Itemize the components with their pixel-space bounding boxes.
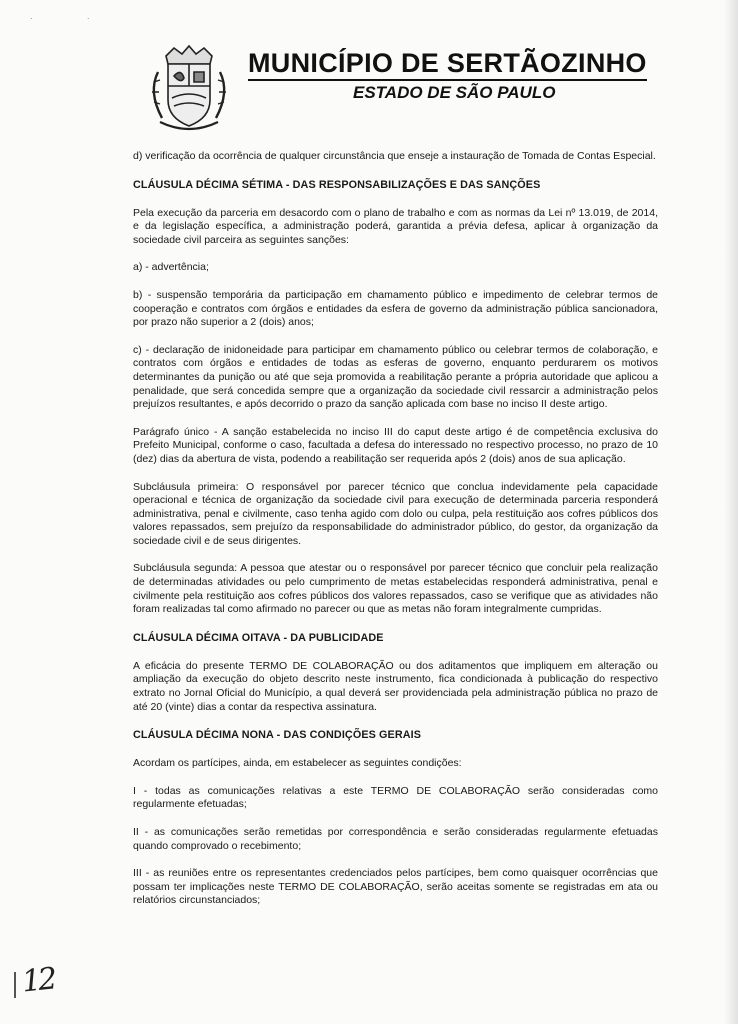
clause-19-heading: CLÁUSULA DÉCIMA NONA - DAS CONDIÇÕES GERAIS (133, 729, 422, 742)
handwritten-page-number: 12 (20, 961, 56, 1000)
clause-19-item-iii: III - as reuniões entre os representantes credenciados pelos partícipes, bem como quaisquer ocorrências que possam ter implicações neste TERMO DE COLABORAÇÃO, serão aceitas somente se registradas em ata ou relatórios circunstanciados; (133, 867, 658, 907)
municipal-coat-of-arms-icon (144, 42, 234, 136)
municipality-title: MUNICÍPIO DE SERTÃOZINHO (248, 48, 647, 81)
scan-specks: · · (30, 14, 116, 23)
clause-item-d: d) verificação da ocorrência de qualquer circunstância que enseje a instauração de Tomada de Contas Especial. (133, 150, 656, 162)
clause-18-text: A eficácia do presente TERMO DE COLABORAÇÃO ou dos aditamentos que impliquem em alteração ou ampliação da execução do objeto descrito neste instrumento, fica condicionada à publicação do respectivo extrato no Jornal Oficial do Município, a qual deverá ser providenciada pela administração pública no prazo de até 20 (vinte) dias a contar da respectiva assinatura. (133, 659, 658, 713)
clause-17-intro: Pela execução da parceria em desacordo com o plano de trabalho e com as normas da Lei nº 13.019, de 2014, e da legislação específica, a administração poderá, garantida a prévia defesa, aplicar à organização da sociedade civil parceira as seguintes sanções: (133, 206, 658, 246)
clause-17-heading: CLÁUSULA DÉCIMA SÉTIMA - DAS RESPONSABILIZAÇÕES E DAS SANÇÕES (133, 178, 541, 191)
clause-17-subclause-1: Subcláusula primeira: O responsável por parecer técnico que conclua indevidamente pela capacidade operacional e técnica de organização da sociedade civil para execução de determinada parceria responderá administrativa, penal e civilmente, caso tenha agido com dolo ou culpa, pela restituição aos cofres públicos dos valores repassados, sem prejuízo da responsabilidade do administrador público, do gestor, da organização da sociedade civil e de seus dirigentes. (133, 480, 658, 547)
clause-17-item-c: c) - declaração de inidoneidade para participar em chamamento público ou celebrar termos de colaboração, e contratos com órgãos e entidades de todas as esferas de governo, enquanto perdurarem os motivos determinantes da punição ou até que seja promovida a reabilitação perante a própria autoridade que aplicou a penalidade, que será concedida sempre que a organização da sociedade civil ressarcir a administração pelos prejuízos resultantes, e após decorrido o prazo da sanção aplicada com base no inciso II deste artigo. (133, 343, 658, 411)
clause-19-item-i: I - todas as comunicações relativas a este TERMO DE COLABORAÇÃO serão consideradas como regularmente efetuadas; (133, 784, 658, 811)
clause-19-item-ii: II - as comunicações serão remetidas por correspondência e serão consideradas regularmente efetuadas quando comprovado o recebimento; (133, 826, 658, 852)
scan-edge-shadow (724, 0, 738, 1024)
clause-19-intro: Acordam os partícipes, ainda, em estabelecer as seguintes condições: (133, 757, 462, 770)
document-body (133, 150, 658, 922)
margin-mark (14, 972, 16, 998)
clause-17-subclause-2: Subcláusula segunda: A pessoa que atestar ou o responsável por parecer técnico que concluir pela realização de determinadas atividades ou pelo cumprimento de metas estabelecidas responderá administrativa, penal e civilmente pela restituição aos cofres públicos dos valores repassados, caso se verifique que as atividades não foram realizadas tal como afirmado no parecer ou que as metas não foram integralmente cumpridas. (133, 562, 658, 616)
letterhead (140, 38, 700, 138)
state-subtitle: ESTADO DE SÃO PAULO (353, 83, 556, 102)
clause-17-item-a: a) - advertência; (133, 261, 209, 274)
clause-17-sole-paragraph: Parágrafo único - A sanção estabelecida no inciso III do caput deste artigo é de competência exclusiva do Prefeito Municipal, conforme o caso, facultada a defesa do interessado no respectivo processo, no prazo de 10 (dez) dias da abertura de vista, podendo a reabilitação ser requerida após 2 (dois) anos de sua aplicação. (133, 425, 658, 465)
clause-18-heading: CLÁUSULA DÉCIMA OITAVA - DA PUBLICIDADE (133, 631, 384, 644)
clause-17-item-b: b) - suspensão temporária da participação em chamamento público e impedimento de celebrar termos de cooperação e contratos com órgãos e entidades da esfera de governo da administração pública sancionadora, por prazo não superior a 2 (dois) anos; (133, 288, 658, 329)
